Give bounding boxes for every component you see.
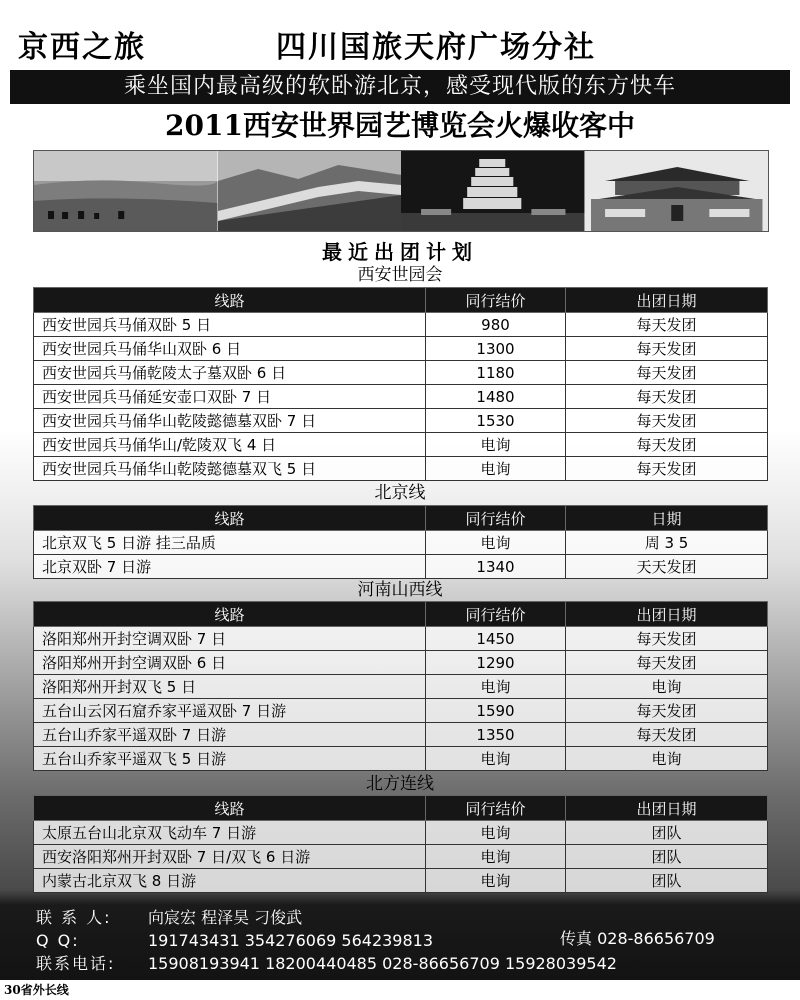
agency-name: 四川国旅天府广场分社	[276, 30, 596, 65]
qq-numbers: 191743431 354276069 564239813	[148, 931, 434, 950]
price-cell: 电询	[426, 675, 566, 699]
date-cell: 团队	[566, 821, 768, 845]
date-cell: 每天发团	[566, 457, 768, 481]
header-date: 日期	[566, 506, 768, 531]
price-cell: 电询	[426, 433, 566, 457]
route-cell: 太原五台山北京双飞动车 7 日游	[34, 821, 426, 845]
date-cell: 周 3 5	[566, 531, 768, 555]
header-price: 同行结价	[426, 796, 566, 821]
date-cell: 每天发团	[566, 361, 768, 385]
price-cell: 电询	[426, 531, 566, 555]
header-date: 出团日期	[566, 602, 768, 627]
great-wall-photo	[218, 151, 402, 231]
header-date: 出团日期	[566, 288, 768, 313]
table-row	[34, 869, 768, 893]
header-route: 线路	[34, 796, 426, 821]
date-cell: 每天发团	[566, 433, 768, 457]
date-cell: 每天发团	[566, 723, 768, 747]
route-cell: 西安世园兵马俑华山乾陵懿德墓双卧 7 日	[34, 409, 426, 433]
contact-block	[0, 905, 800, 977]
table-row	[34, 385, 768, 409]
table-row	[34, 409, 768, 433]
qq-row	[36, 930, 433, 952]
route-cell: 北京双卧 7 日游	[34, 555, 426, 579]
desert-caravan-photo	[34, 151, 218, 231]
price-cell: 1530	[426, 409, 566, 433]
price-cell: 电询	[426, 845, 566, 869]
route-cell: 洛阳郑州开封空调双卧 7 日	[34, 627, 426, 651]
header-route: 线路	[34, 602, 426, 627]
table-row	[34, 699, 768, 723]
price-cell: 1290	[426, 651, 566, 675]
price-cell: 1300	[426, 337, 566, 361]
price-cell: 1480	[426, 385, 566, 409]
table-header-row	[34, 602, 768, 627]
expo-headline: 2011西安世界园艺博览会火爆收客中	[165, 109, 635, 142]
route-cell: 西安世园兵马俑延安壶口双卧 7 日	[34, 385, 426, 409]
section-title-henan-shanxi: 河南山西线	[357, 580, 443, 600]
table-row	[34, 723, 768, 747]
date-cell: 每天发团	[566, 409, 768, 433]
route-cell: 五台山乔家平遥双飞 5 日游	[34, 747, 426, 771]
phone-row	[36, 953, 617, 975]
fax-number: 传真 028-86656709	[560, 929, 715, 948]
date-cell: 每天发团	[566, 699, 768, 723]
route-cell: 洛阳郑州开封空调双卧 6 日	[34, 651, 426, 675]
price-cell: 电询	[426, 821, 566, 845]
north-table	[33, 795, 768, 893]
route-cell: 西安世园兵马俑华山双卧 6 日	[34, 337, 426, 361]
price-cell: 1350	[426, 723, 566, 747]
brand-name: 京西之旅	[18, 30, 146, 65]
header-route: 线路	[34, 506, 426, 531]
table-row	[34, 627, 768, 651]
date-cell: 团队	[566, 845, 768, 869]
route-cell: 西安世园兵马俑乾陵太子墓双卧 6 日	[34, 361, 426, 385]
route-cell: 西安世园兵马俑双卧 5 日	[34, 313, 426, 337]
phone-label: 联系电话:	[36, 954, 116, 973]
photo-strip	[33, 150, 769, 232]
big-wild-goose-pagoda-photo	[401, 151, 585, 231]
route-cell: 五台山云冈石窟乔家平遥双卧 7 日游	[34, 699, 426, 723]
price-cell: 1180	[426, 361, 566, 385]
contact-persons: 向宸宏 程泽昊 刁俊武	[148, 908, 303, 927]
contact-persons-label: 联 系 人:	[36, 908, 112, 927]
table-header-row	[34, 796, 768, 821]
table-header-row	[34, 288, 768, 313]
date-cell: 团队	[566, 869, 768, 893]
slogan-banner: 乘坐国内最高级的软卧游北京，感受现代版的东方快车	[10, 70, 790, 104]
route-cell: 洛阳郑州开封双飞 5 日	[34, 675, 426, 699]
header-price: 同行结价	[426, 602, 566, 627]
date-cell: 每天发团	[566, 627, 768, 651]
header-price: 同行结价	[426, 506, 566, 531]
table-row	[34, 845, 768, 869]
departure-plan-title: 最近出团计划	[322, 240, 478, 264]
date-cell: 电询	[566, 747, 768, 771]
xian-expo-table	[33, 287, 768, 481]
date-cell: 每天发团	[566, 313, 768, 337]
date-cell: 电询	[566, 675, 768, 699]
date-cell: 每天发团	[566, 651, 768, 675]
header-date: 出团日期	[566, 796, 768, 821]
route-cell: 五台山乔家平遥双卧 7 日游	[34, 723, 426, 747]
header-route: 线路	[34, 288, 426, 313]
table-row	[34, 747, 768, 771]
tiananmen-gate-photo	[585, 151, 769, 231]
header-price: 同行结价	[426, 288, 566, 313]
price-cell: 电询	[426, 869, 566, 893]
agency-header	[0, 20, 800, 64]
table-row	[34, 457, 768, 481]
contact-persons-row	[36, 907, 302, 929]
section-title-north: 北方连线	[366, 774, 434, 794]
table-row	[34, 555, 768, 579]
price-cell: 1590	[426, 699, 566, 723]
table-row	[34, 433, 768, 457]
date-cell: 每天发团	[566, 337, 768, 361]
phone-numbers: 15908193941 18200440485 028-86656709 15928039542	[148, 954, 617, 973]
table-row	[34, 675, 768, 699]
table-row	[34, 531, 768, 555]
henan-shanxi-table	[33, 601, 768, 771]
section-title-xian-expo: 西安世园会	[357, 265, 443, 285]
qq-label: Q Q:	[36, 931, 80, 950]
route-cell: 内蒙古北京双飞 8 日游	[34, 869, 426, 893]
table-header-row	[34, 506, 768, 531]
table-row	[34, 313, 768, 337]
table-row	[34, 361, 768, 385]
route-cell: 北京双飞 5 日游 挂三品质	[34, 531, 426, 555]
price-cell: 1450	[426, 627, 566, 651]
route-cell: 西安世园兵马俑华山乾陵懿德墓双飞 5 日	[34, 457, 426, 481]
date-cell: 天天发团	[566, 555, 768, 579]
table-row	[34, 337, 768, 361]
section-title-beijing: 北京线	[374, 483, 426, 503]
table-row	[34, 651, 768, 675]
date-cell: 每天发团	[566, 385, 768, 409]
table-row	[34, 821, 768, 845]
beijing-table	[33, 505, 768, 579]
route-cell: 西安世园兵马俑华山/乾陵双飞 4 日	[34, 433, 426, 457]
page-footer: 30省外长线	[0, 980, 800, 1000]
price-cell: 980	[426, 313, 566, 337]
price-cell: 电询	[426, 747, 566, 771]
price-cell: 电询	[426, 457, 566, 481]
route-cell: 西安洛阳郑州开封双卧 7 日/双飞 6 日游	[34, 845, 426, 869]
price-cell: 1340	[426, 555, 566, 579]
